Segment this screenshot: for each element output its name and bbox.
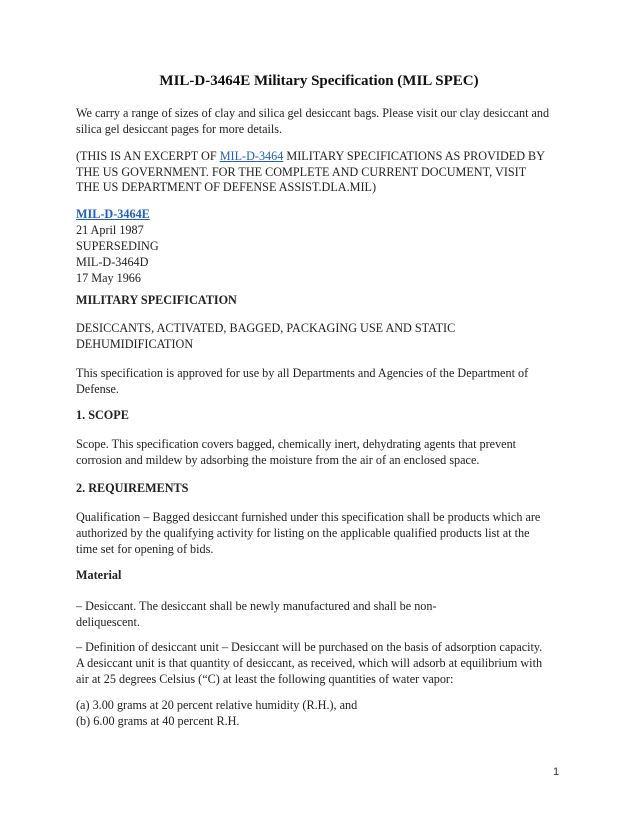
superseding-label: SUPERSEDING <box>76 239 159 253</box>
material-heading: Material <box>76 568 122 582</box>
approval-line: Defense. <box>76 382 119 396</box>
requirements-line: authorized by the qualifying activity for listing on the applicable qualified products list at the <box>76 526 530 540</box>
list-item: (b) 6.00 grams at 40 percent R.H. <box>76 714 240 728</box>
spec-heading: MILITARY SPECIFICATION <box>76 293 237 307</box>
document-title: MIL-D-3464E Military Specification (MIL SPEC) <box>159 73 479 89</box>
requirements-line: Qualification – Bagged desiccant furnished under this specification shall be products which are <box>76 510 541 524</box>
requirements-heading: 2. REQUIREMENTS <box>76 481 189 495</box>
scope-line: Scope. This specification covers bagged, chemically inert, dehydrating agents that prevent <box>76 437 517 451</box>
unit-line: A desiccant unit is that quantity of desiccant, as received, which will adsorb at equilibrium with <box>76 656 543 670</box>
unit-line: – Definition of desiccant unit – Desiccant will be purchased on the basis of adsorption capacity. <box>76 640 543 654</box>
desiccant-line: – Desiccant. The desiccant shall be newly manufactured and shall be non- <box>76 599 437 613</box>
approval-paragraph <box>76 365 566 397</box>
excerpt-prefix: (THIS IS AN EXCERPT OF <box>76 149 220 163</box>
page-number: 1 <box>553 766 560 778</box>
desiccant-paragraph <box>76 598 566 630</box>
mil-d-3464-link[interactable]: MIL-D-3464 <box>219 149 284 163</box>
unit-line: air at 25 degrees Celsius (“C) at least the following quantities of water vapor: <box>76 672 454 686</box>
excerpt-line <box>76 149 566 165</box>
previous-spec-id: MIL-D-3464D <box>76 255 149 269</box>
excerpt-notice <box>76 149 566 196</box>
previous-spec-date: 17 May 1966 <box>76 271 141 285</box>
excerpt-suffix: MILITARY SPECIFICATIONS AS PROVIDED BY <box>283 149 545 163</box>
subject-line: DESICCANTS, ACTIVATED, BAGGED, PACKAGING USE AND STATIC <box>76 321 456 335</box>
quantities-list <box>76 697 566 729</box>
requirements-line: time set for opening of bids. <box>76 542 214 556</box>
scope-line: corrosion and mildew by adsorbing the moisture from the air of an enclosed space. <box>76 453 480 467</box>
excerpt-line: THE US GOVERNMENT. FOR THE COMPLETE AND CURRENT DOCUMENT, VISIT <box>76 164 527 179</box>
desiccant-unit-paragraph <box>76 639 566 687</box>
requirements-paragraph <box>76 509 566 557</box>
excerpt-line: THE US DEPARTMENT OF DEFENSE ASSIST.DLA.MIL) <box>76 180 377 194</box>
list-item: (a) 3.00 grams at 20 percent relative humidity (R.H.), and <box>76 698 358 712</box>
approval-line: This specification is approved for use by all Departments and Agencies of the Department of <box>76 366 529 380</box>
desiccant-line: deliquescent. <box>76 615 140 629</box>
spec-subject <box>76 321 566 352</box>
intro-line: We carry a range of sizes of clay and silica gel desiccant bags. Please visit our clay desiccant and <box>76 106 550 120</box>
subject-line: DEHUMIDIFICATION <box>76 336 194 351</box>
issue-date: 21 April 1987 <box>76 223 144 237</box>
mil-d-3464e-link[interactable]: MIL-D-3464E <box>76 207 150 221</box>
document-info <box>76 206 566 286</box>
intro-paragraph <box>76 105 566 137</box>
scope-paragraph <box>76 436 566 468</box>
scope-heading: 1. SCOPE <box>76 408 129 422</box>
intro-line: silica gel desiccant pages for more details. <box>76 122 283 136</box>
